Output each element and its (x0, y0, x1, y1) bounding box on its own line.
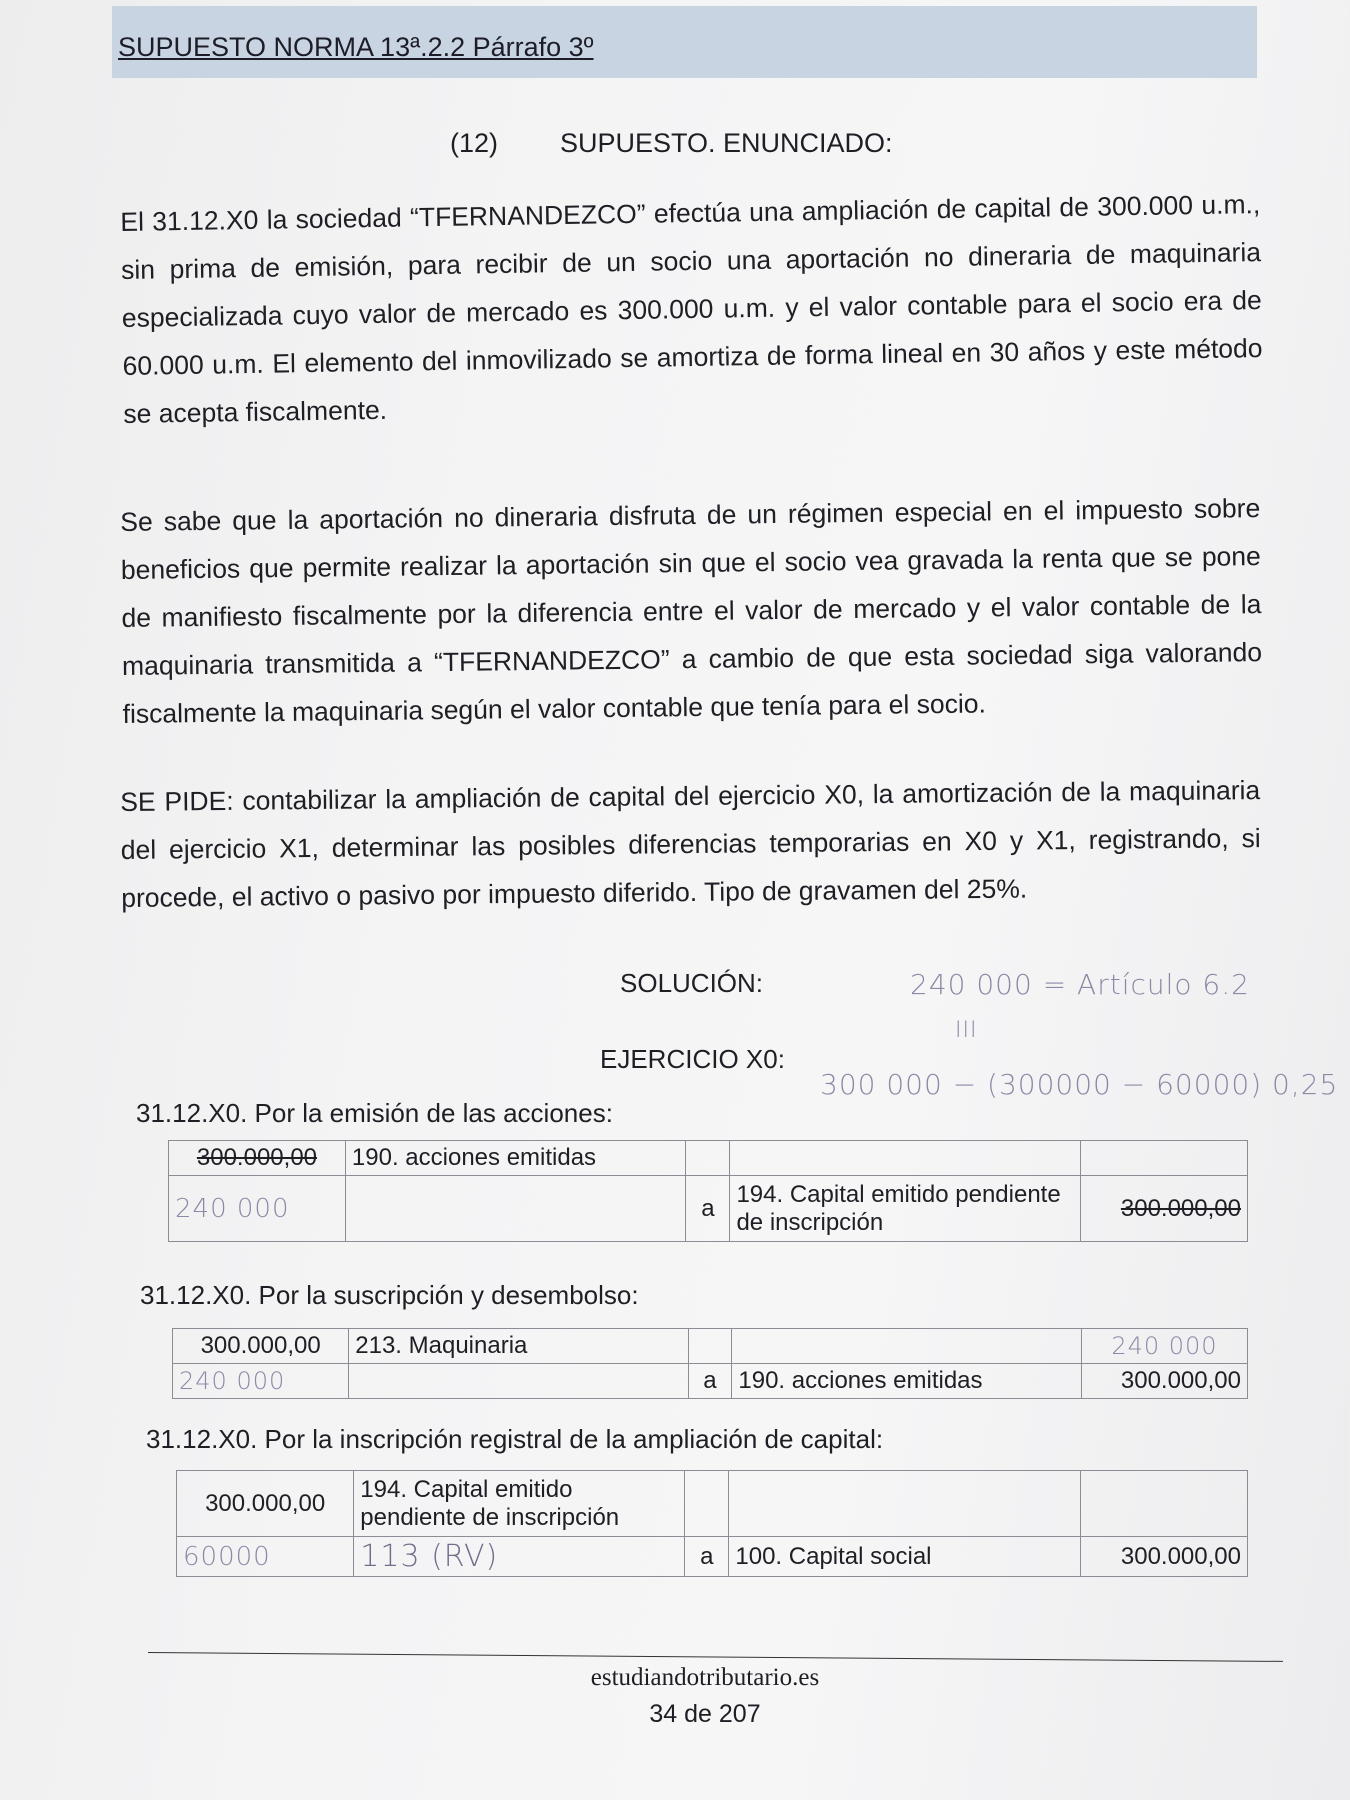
handwritten-amount: 240 000 (179, 1366, 286, 1395)
debit-amount: 300.000,00 (177, 1471, 354, 1537)
credit-amount: 300.000,00 (1080, 1537, 1247, 1577)
handwritten-account-cell (354, 1537, 685, 1577)
ledger-entry-suscripcion (172, 1328, 1248, 1399)
handwritten-debit-cell (169, 1176, 346, 1242)
handwritten-note-article: 240 000 = Artículo 6.2 (910, 968, 1250, 1001)
handwritten-debit-cell (177, 1537, 354, 1577)
table-row (169, 1176, 1248, 1242)
enunciado-label: SUPUESTO. ENUNCIADO: (560, 128, 893, 158)
footer-site: estudiandotributario.es (590, 1664, 820, 1691)
ledger-entry-inscripcion (176, 1470, 1248, 1577)
debit-account: 194. Capital emitido pendiente de inscripción (354, 1471, 685, 1537)
entry-title-inscripcion: 31.12.X0. Por la inscripción registral de la ampliación de capital: (146, 1424, 884, 1454)
handwritten-tally-marks: III (955, 1018, 978, 1043)
paragraph-statement: El 31.12.X0 la sociedad “TFERNANDEZCO” efectúa una ampliación de capital de 300.000 u.m., sin prima de emisión, para recibir de un socio una aportación no dineraria de maquinaria especializada cuyo valor de mercado es 300.000 u.m. y el valor contable para el socio era de 60.000 u.m. El elemento del inmovilizado se amortiza de forma lineal en 30 años y este método se acepta fiscalmente. (120, 189, 1263, 429)
handwritten-credit-cell (1081, 1329, 1247, 1364)
exercise-heading: EJERCICIO X0: (600, 1044, 785, 1074)
debit-account: 213. Maquinaria (349, 1329, 688, 1364)
handwritten-account: 113 (RV) (360, 1539, 499, 1574)
table-row (173, 1329, 1248, 1364)
a-marker: a (686, 1176, 730, 1242)
handwritten-note-calculation: 300 000 − (300000 − 60000) 0,25 (820, 1068, 1339, 1101)
footer-divider (148, 1652, 1283, 1662)
debit-amount: 300.000,00 (169, 1141, 346, 1176)
ledger-entry-emision (168, 1140, 1248, 1242)
table-row (173, 1364, 1248, 1399)
handwritten-amount: 60000 (183, 1541, 271, 1572)
page-title: SUPUESTO NORMA 13ª.2.2 Párrafo 3º (118, 32, 594, 62)
supuesto-number: (12) (450, 128, 499, 158)
debit-amount: 300.000,00 (173, 1329, 349, 1364)
table-row (169, 1141, 1248, 1176)
credit-amount: 300.000,00 (1081, 1176, 1248, 1242)
enunciado-heading (450, 128, 893, 159)
entry-title-emision: 31.12.X0. Por la emisión de las acciones: (136, 1098, 613, 1128)
credit-amount: 300.000,00 (1081, 1364, 1247, 1399)
debit-account: 190. acciones emitidas (345, 1141, 686, 1176)
handwritten-debit-cell (173, 1364, 349, 1399)
credit-account: 194. Capital emitido pendiente de inscripción (730, 1176, 1081, 1242)
paragraph-regime: Se sabe que la aportación no dineraria disfruta de un régimen especial en el impuesto sobre beneficios que permite realizar la aportación sin que el socio vea gravada la renta que se pone de manifiesto fiscalmente por la diferencia entre el valor de mercado y el valor contable de la maquinaria transmitida a “TFERNANDEZCO” a cambio de que esta sociedad siga valorando fiscalmente la maquinaria según el valor contable que tenía para el socio. (120, 493, 1263, 729)
credit-account: 190. acciones emitidas (732, 1364, 1082, 1399)
a-marker: a (685, 1537, 729, 1577)
page-number: 34 de 207 (649, 1700, 761, 1728)
entry-title-suscripcion: 31.12.X0. Por la suscripción y desembolso: (140, 1280, 639, 1310)
paragraph-request: SE PIDE: contabilizar la ampliación de capital del ejercicio X0, la amortización de la maquinaria del ejercicio X1, determinar las posibles diferencias temporarias en X0 y X1, registrando, si procede, el activo o pasivo por impuesto diferido. Tipo de gravamen del 25%. (120, 775, 1261, 913)
table-row (177, 1471, 1248, 1537)
a-marker: a (688, 1364, 732, 1399)
table-row (177, 1537, 1248, 1577)
credit-account: 100. Capital social (729, 1537, 1081, 1577)
solution-heading: SOLUCIÓN: (620, 968, 764, 998)
handwritten-amount: 240 000 (1111, 1331, 1218, 1360)
handwritten-amount: 240 000 (175, 1193, 290, 1224)
